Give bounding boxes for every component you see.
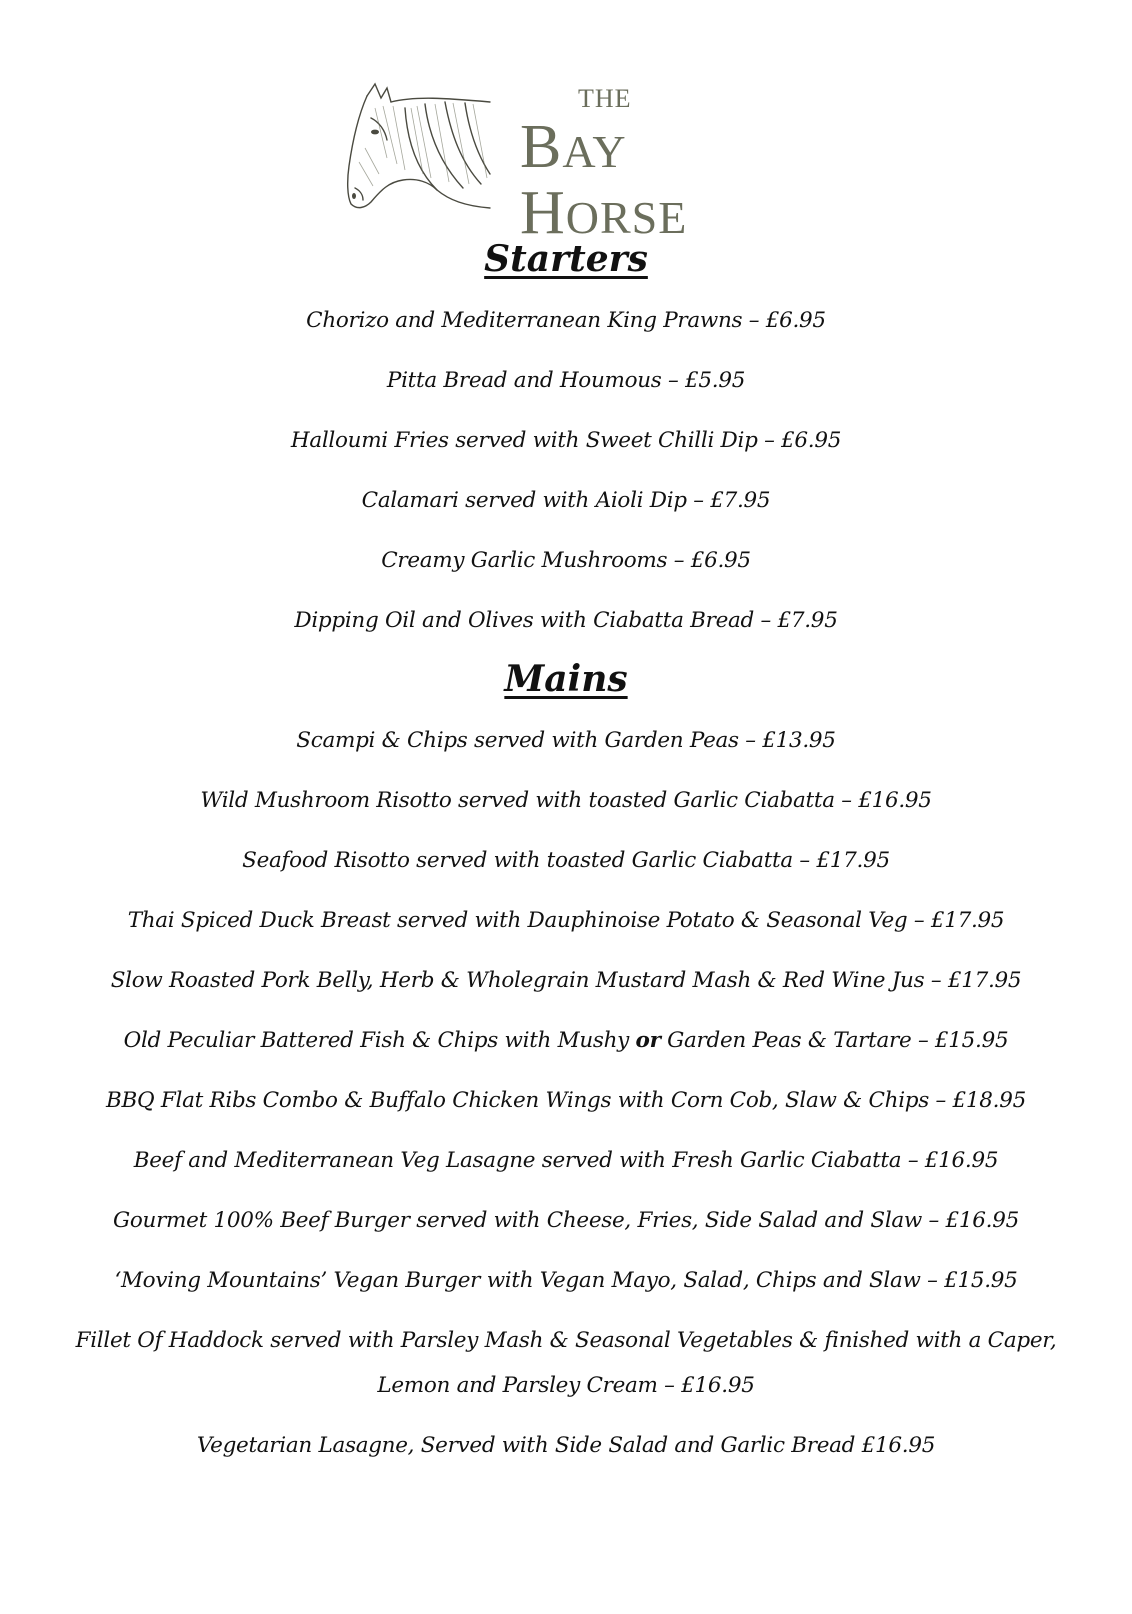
menu-item: Chorizo and Mediterranean King Prawns – £6.95	[306, 308, 826, 333]
menu-item: Pitta Bread and Houmous – £5.95	[386, 368, 746, 393]
menu-item: Vegetarian Lasagne, Served with Side Salad and Garlic Bread £16.95	[196, 1433, 936, 1458]
logo-the-text: THE	[578, 84, 632, 113]
logo-wordmark	[520, 84, 688, 247]
logo-bay-rest: AY	[562, 126, 627, 177]
menu-item: BBQ Flat Ribs Combo & Buffalo Chicken Wings with Corn Cob, Slaw & Chips – £18.95	[106, 1088, 1026, 1113]
menu-item: Halloumi Fries served with Sweet Chilli Dip – £6.95	[290, 428, 842, 453]
menu-item: Gourmet 100% Beef Burger served with Cheese, Fries, Side Salad and Slaw – £16.95	[113, 1208, 1019, 1233]
menu-item: Slow Roasted Pork Belly, Herb & Wholegrain Mustard Mash & Red Wine Jus – £17.95	[110, 968, 1022, 993]
menu-item: Creamy Garlic Mushrooms – £6.95	[381, 548, 751, 573]
starters-heading: Starters	[484, 238, 648, 280]
horse-head-icon	[345, 78, 495, 218]
logo-horse-rest: ORSE	[565, 192, 688, 243]
logo-horse-text	[520, 179, 688, 247]
menu-item: Calamari served with Aioli Dip – £7.95	[361, 488, 771, 513]
menu-item: Scampi & Chips served with Garden Peas – £13.95	[296, 728, 836, 753]
menu-item-text: Old Peculiar Battered Fish & Chips with Mushy	[123, 1028, 636, 1053]
logo-bay-initial: B	[520, 113, 563, 181]
menu-item: Seafood Risotto served with toasted Garlic Ciabatta – £17.95	[242, 848, 890, 873]
menu-item-fish-and-chips	[0, 1018, 1132, 1078]
menu-item: Dipping Oil and Olives with Ciabatta Bread – £7.95	[294, 608, 838, 633]
mains-list	[0, 718, 1132, 1483]
mains-heading: Mains	[504, 658, 628, 700]
menu-item: ‘Moving Mountains’ Vegan Burger with Vegan Mayo, Salad, Chips and Slaw – £15.95	[114, 1268, 1018, 1293]
menu-item: Fillet Of Haddock served with Parsley Mash & Seasonal Vegetables & finished with a Caper, Lemon and Parsley Cream – £16.95	[75, 1328, 1057, 1398]
logo-horse-initial: H	[520, 179, 566, 247]
menu-item-text: Garden Peas & Tartare – £15.95	[660, 1028, 1009, 1053]
bay-horse-logo	[345, 78, 735, 247]
menu-item: Thai Spiced Duck Breast served with Dauphinoise Potato & Seasonal Veg – £17.95	[127, 908, 1005, 933]
starters-list	[0, 298, 1132, 658]
menu-item: Beef and Mediterranean Veg Lasagne served with Fresh Garlic Ciabatta – £16.95	[133, 1148, 999, 1173]
logo-bay-text	[520, 113, 687, 181]
menu-item-emphasis: or	[635, 1028, 661, 1053]
menu-item: Wild Mushroom Risotto served with toasted Garlic Ciabatta – £16.95	[200, 788, 932, 813]
